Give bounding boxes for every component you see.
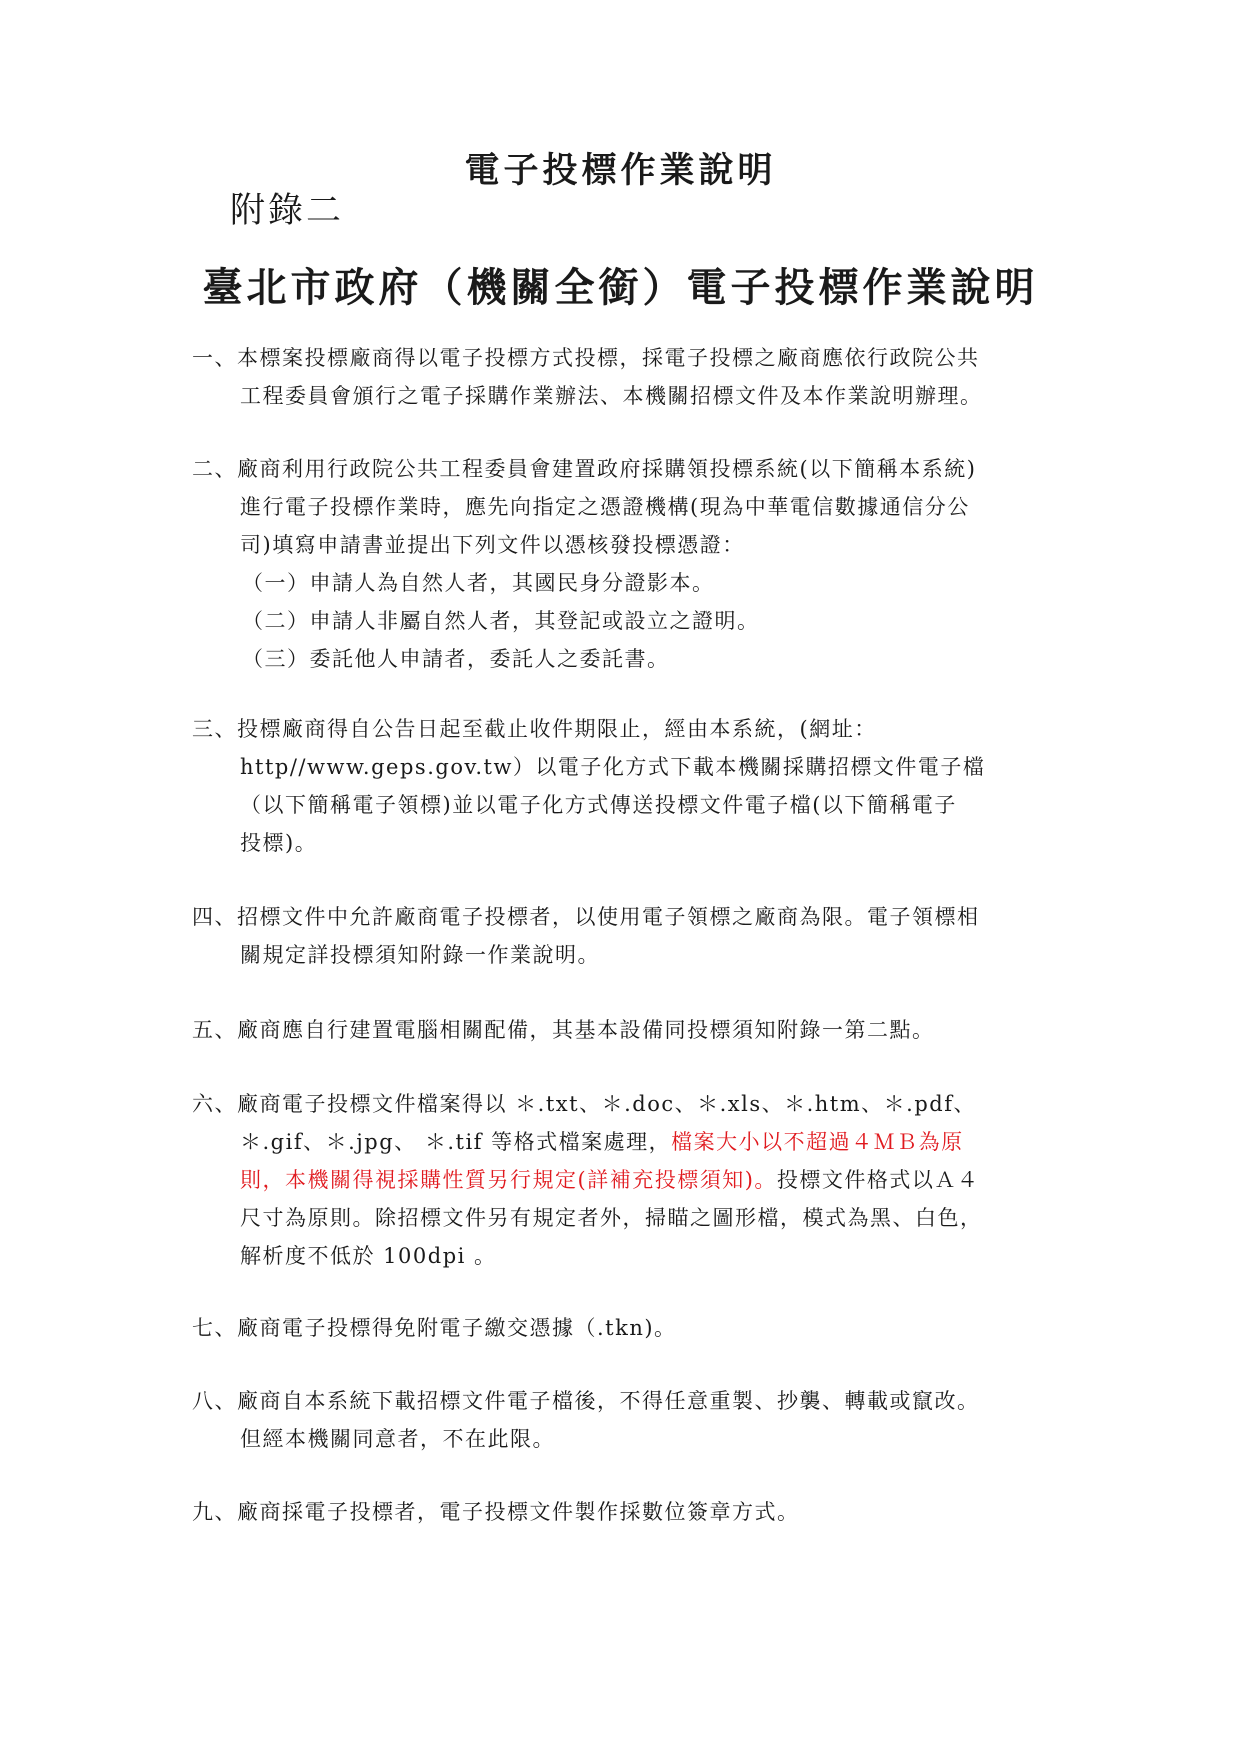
section-5-line-1: 五、廠商應自行建置電腦相關配備，其基本設備同投標須知附錄一第二點。: [192, 1018, 935, 1042]
section-6-line-1: 六、廠商電子投標文件檔案得以 ＊.txt、＊.doc、＊.xls、＊.htm、＊.pdf、: [192, 1092, 976, 1116]
section-1: [192, 339, 1062, 415]
section-8: [192, 1382, 1062, 1458]
section-2: [192, 450, 1062, 678]
section-9-line-1: 九、廠商採電子投標者，電子投標文件製作採數位簽章方式。: [192, 1500, 800, 1524]
section-3: [192, 710, 1062, 862]
list-item: （三）委託他人申請者，委託人之委託書。: [242, 647, 670, 671]
section-6-line-3: [192, 1161, 1062, 1199]
section-6-line-2-text: ＊.gif、＊.jpg、 ＊.tif 等格式檔案處理，: [240, 1130, 672, 1154]
section-2-line-2: 進行電子投標作業時，應先向指定之憑證機構(現為中華電信數據通信分公: [240, 495, 970, 519]
section-8-line-2: 但經本機關同意者，不在此限。: [240, 1427, 555, 1451]
section-2-line-3: 司)填寫申請書並提出下列文件以憑核發投標憑證：: [240, 533, 745, 557]
appendix-label: 附錄二: [230, 191, 345, 231]
section-7-line-1: 七、廠商電子投標得免附電子繳交憑據（.tkn)。: [192, 1316, 677, 1340]
section-6-line-3-text: 投標文件格式以Ａ４: [776, 1168, 980, 1192]
highlight-text: 則，本機關得視採購性質另行規定(詳補充投標須知)。: [240, 1168, 777, 1192]
section-6-line-4: 尺寸為原則。除招標文件另有規定者外，掃瞄之圖形檔，模式為黑、白色，: [240, 1206, 983, 1230]
section-2-line-1: 二、廠商利用行政院公共工程委員會建置政府採購領投標系統(以下簡稱本系統): [192, 457, 977, 481]
highlight-text: 檔案大小以不超過４ＭＢ為原: [671, 1130, 964, 1154]
section-3-line-2: http//www.geps.gov.tw）以電子化方式下載本機關採購招標文件電子檔: [240, 755, 986, 779]
section-3-line-4: 投標)。: [240, 831, 318, 855]
section-6-line-5: 解析度不低於 100dpi 。: [240, 1244, 497, 1268]
section-1-line-1: 一、本標案投標廠商得以電子投標方式投標，採電子投標之廠商應依行政院公共: [192, 346, 980, 370]
section-6: [192, 1085, 1062, 1275]
section-5: [192, 1011, 1062, 1049]
section-7: [192, 1309, 1062, 1347]
section-8-line-1: 八、廠商自本系統下載招標文件電子檔後，不得任意重製、抄襲、轉載或竄改。: [192, 1389, 980, 1413]
section-9: [192, 1493, 1062, 1531]
section-4-line-2: 關規定詳投標須知附錄一作業說明。: [240, 943, 600, 967]
section-4: [192, 898, 1062, 974]
list-item: （二）申請人非屬自然人者，其登記或設立之證明。: [242, 609, 760, 633]
section-1-line-2: 工程委員會頒行之電子採購作業辦法、本機關招標文件及本作業說明辦理。: [240, 384, 983, 408]
document-title: 臺北市政府（機關全銜）電子投標作業說明: [202, 264, 1039, 311]
section-3-line-1: 三、投標廠商得自公告日起至截止收件期限止，經由本系統，(網址：: [192, 717, 877, 741]
header-title: 電子投標作業說明: [464, 150, 777, 191]
list-item: （一）申請人為自然人者，其國民身分證影本。: [242, 571, 715, 595]
section-3-line-3: （以下簡稱電子領標)並以電子化方式傳送投標文件電子檔(以下簡稱電子: [240, 793, 957, 817]
section-4-line-1: 四、招標文件中允許廠商電子投標者，以使用電子領標之廠商為限。電子領標相: [192, 905, 980, 929]
section-6-line-2: [192, 1123, 1062, 1161]
